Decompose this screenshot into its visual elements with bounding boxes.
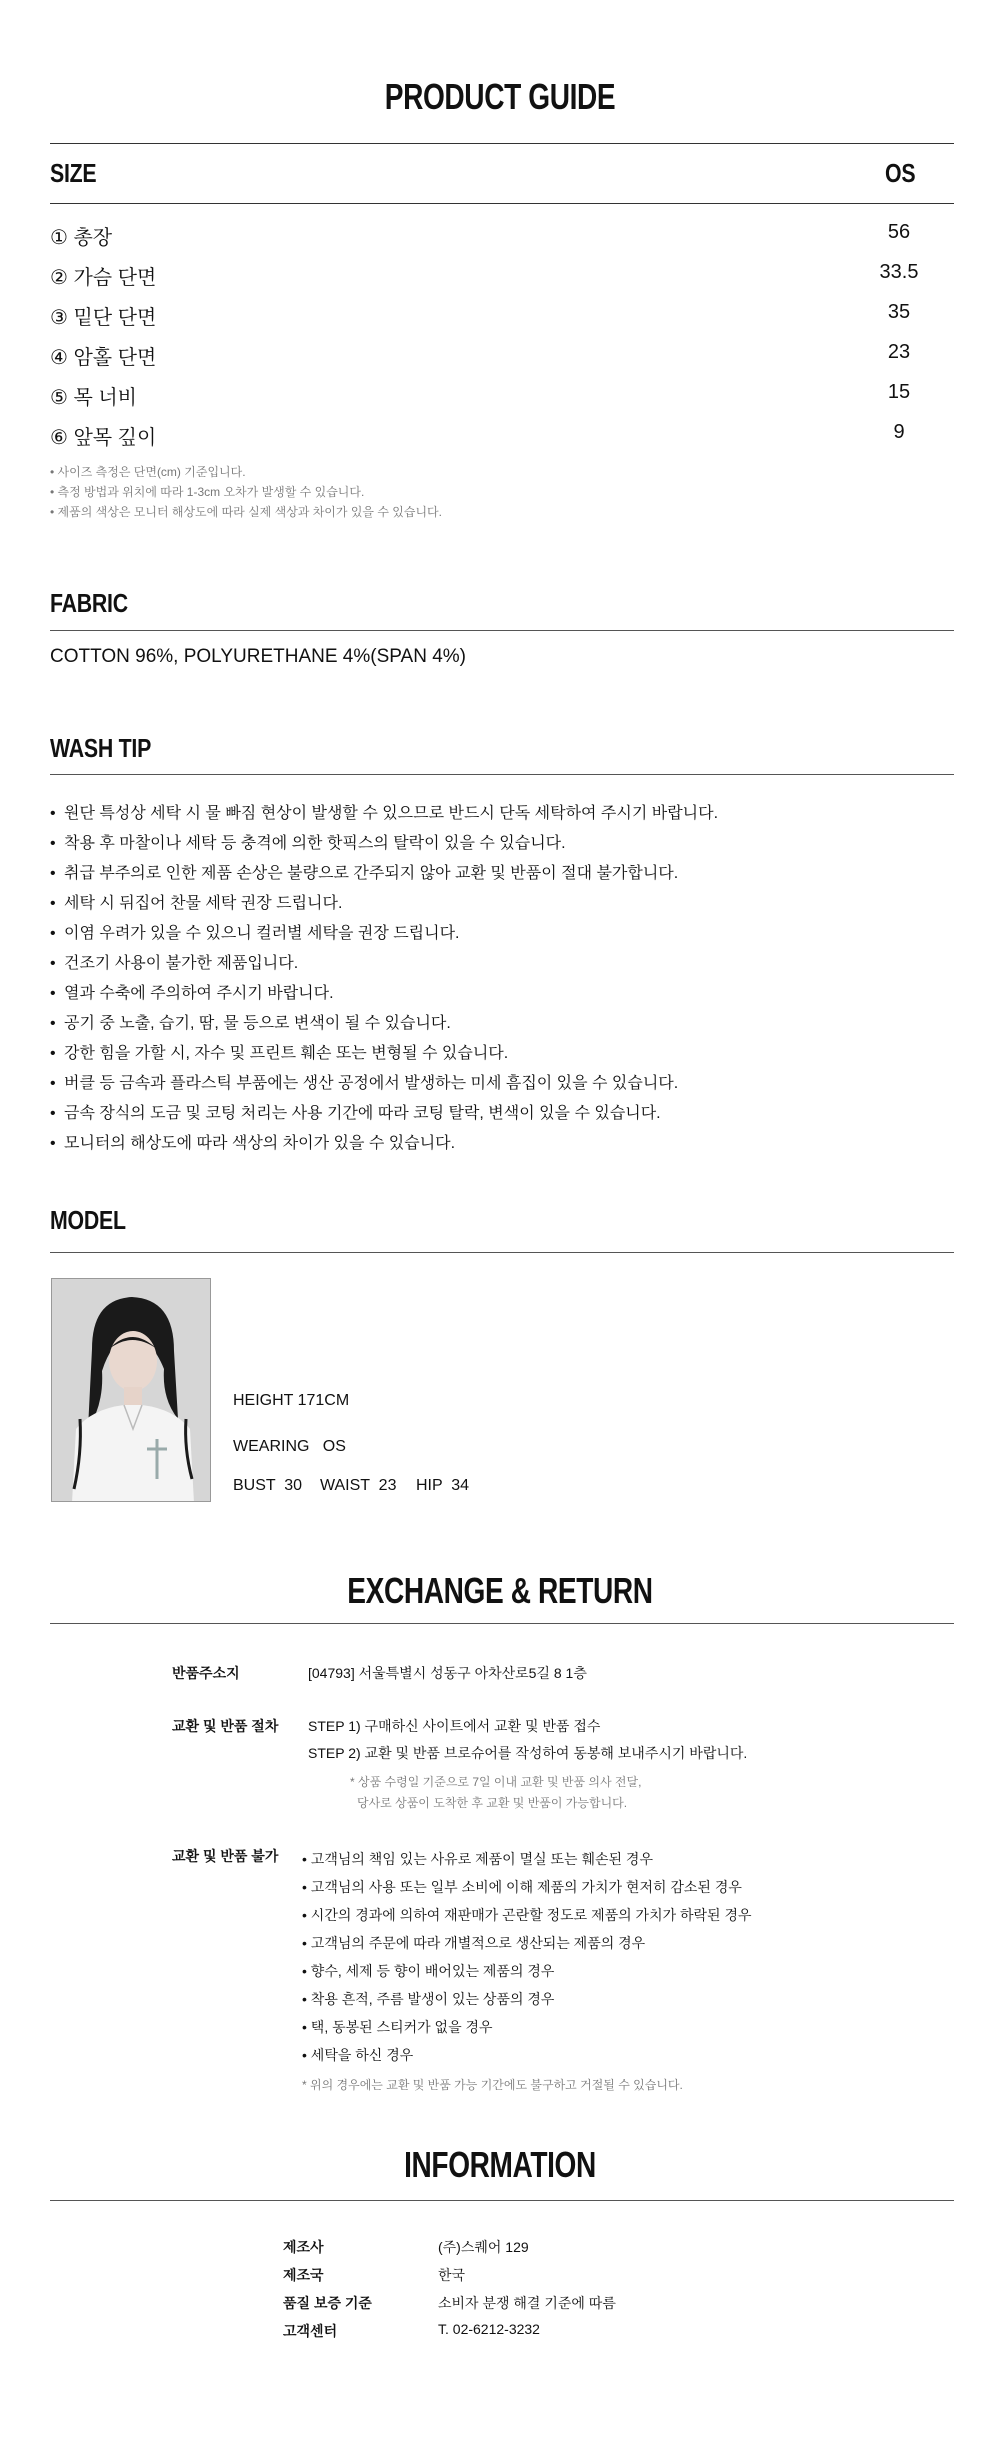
divider <box>50 143 954 144</box>
list-item: • 세탁 시 뒤집어 찬물 세탁 권장 드립니다. <box>50 895 343 912</box>
list-item: • 공기 중 노출, 습기, 땀, 물 등으로 변색이 될 수 있습니다. <box>50 1015 451 1032</box>
info-value: 소비자 분쟁 해결 기준에 따름 <box>438 2295 616 2311</box>
divider <box>50 1623 954 1624</box>
list-item: • 취급 부주의로 인한 제품 손상은 불량으로 간주되지 않아 교환 및 반품이 절대 불가합니다. <box>50 865 679 882</box>
size-row-label: ⑤ 목 너비 <box>50 387 138 409</box>
return-address: [04793] 서울특별시 성동구 아차산로5길 8 1층 <box>308 1665 587 1681</box>
size-row-value: 56 <box>887 221 911 243</box>
size-row-label: ⑥ 앞목 깊이 <box>50 427 157 449</box>
size-row-label: ② 가슴 단면 <box>50 267 157 289</box>
list-item: • 택, 동봉된 스티커가 없을 경우 <box>302 2019 493 2035</box>
list-item: • 시간의 경과에 의하여 재판매가 곤란할 정도로 제품의 가치가 하락된 경우 <box>302 1907 752 1923</box>
fabric-title: FABRIC <box>50 588 128 618</box>
product-guide-title: PRODUCT GUIDE <box>384 76 616 117</box>
unable-note: * 위의 경우에는 교환 및 반품 가능 기간에도 불구하고 거절될 수 있습니다. <box>302 2078 683 2092</box>
model-wearing: WEARING OS <box>233 1438 346 1455</box>
process-note: * 상품 수령일 기준으로 7일 이내 교환 및 반품 의사 전달, <box>350 1775 642 1789</box>
size-note: • 측정 방법과 위치에 따라 1-3cm 오차가 발생할 수 있습니다. <box>50 485 365 499</box>
info-label: 제조사 <box>283 2239 324 2255</box>
process-step-2: STEP 2) 교환 및 반품 브로슈어를 작성하여 동봉해 보내주시기 바랍니다. <box>308 1745 748 1761</box>
list-item: • 강한 힘을 가할 시, 자수 및 프린트 훼손 또는 변형될 수 있습니다. <box>50 1045 509 1062</box>
model-photo <box>51 1278 211 1502</box>
list-item: • 열과 수축에 주의하여 주시기 바랍니다. <box>50 985 334 1002</box>
list-item: • 이염 우려가 있을 수 있으니 컬러별 세탁을 권장 드립니다. <box>50 925 460 942</box>
wash-tip-title: WASH TIP <box>50 733 152 763</box>
info-label: 제조국 <box>283 2267 324 2283</box>
list-item: • 고객님의 책임 있는 사유로 제품이 멸실 또는 훼손된 경우 <box>302 1851 653 1867</box>
divider <box>50 630 954 631</box>
list-item: • 건조기 사용이 불가한 제품입니다. <box>50 955 299 972</box>
size-header: SIZE <box>50 158 97 188</box>
exchange-return-title: EXCHANGE & RETURN <box>347 1570 653 1611</box>
model-title: MODEL <box>50 1205 126 1235</box>
list-item: • 착용 후 마찰이나 세탁 등 충격에 의한 핫픽스의 탈락이 있을 수 있습니다. <box>50 835 566 852</box>
info-value: T. 02-6212-3232 <box>438 2321 540 2337</box>
model-hip: HIP 34 <box>416 1477 470 1494</box>
list-item: • 원단 특성상 세탁 시 물 빠짐 현상이 발생할 수 있으므로 반드시 단독 세탁하여 주시기 바랍니다. <box>50 805 719 822</box>
size-row-value: 23 <box>887 341 911 363</box>
model-illustration <box>52 1279 211 1502</box>
size-note: • 제품의 색상은 모니터 해상도에 따라 실제 색상과 차이가 있을 수 있습니다. <box>50 505 442 519</box>
size-row-value: 35 <box>887 301 911 323</box>
size-row-label: ③ 밑단 단면 <box>50 307 157 329</box>
model-height: HEIGHT 171CM <box>233 1392 350 1409</box>
list-item: • 버클 등 금속과 플라스틱 부품에는 생산 공정에서 발생하는 미세 흠집이 있을 수 있습니다. <box>50 1075 679 1092</box>
divider <box>50 203 954 204</box>
size-row-label: ④ 암홀 단면 <box>50 347 157 369</box>
size-row-value: 33.5 <box>879 261 919 283</box>
size-column-header: OS <box>885 158 916 188</box>
unable-label: 교환 및 반품 불가 <box>172 1848 279 1864</box>
info-value: (주)스퀘어 129 <box>438 2239 529 2255</box>
list-item: • 고객님의 사용 또는 일부 소비에 이해 제품의 가치가 현저히 감소된 경우 <box>302 1879 742 1895</box>
list-item: • 향수, 세제 등 향이 배어있는 제품의 경우 <box>302 1963 555 1979</box>
fabric-composition: COTTON 96%, POLYURETHANE 4%(SPAN 4%) <box>50 646 466 667</box>
divider <box>50 1252 954 1253</box>
size-row-value: 15 <box>887 381 911 403</box>
list-item: • 모니터의 해상도에 따라 색상의 차이가 있을 수 있습니다. <box>50 1135 456 1152</box>
process-step-1: STEP 1) 구매하신 사이트에서 교환 및 반품 접수 <box>308 1718 601 1734</box>
list-item: • 고객님의 주문에 따라 개별적으로 생산되는 제품의 경우 <box>302 1935 646 1951</box>
info-value: 한국 <box>438 2267 466 2283</box>
info-label: 고객센터 <box>283 2323 338 2339</box>
model-bust: BUST 30 <box>233 1477 303 1494</box>
info-label: 품질 보증 기준 <box>283 2295 372 2311</box>
size-row-label: ① 총장 <box>50 227 113 249</box>
list-item: • 세탁을 하신 경우 <box>302 2047 414 2063</box>
size-row-value: 9 <box>893 421 905 443</box>
list-item: • 금속 장식의 도금 및 코팅 처리는 사용 기간에 따라 코팅 탈락, 변색이 있을 수 있습니다. <box>50 1105 661 1122</box>
divider <box>50 774 954 775</box>
divider <box>50 2200 954 2201</box>
list-item: • 착용 흔적, 주름 발생이 있는 상품의 경우 <box>302 1991 555 2007</box>
return-address-label: 반품주소지 <box>172 1665 240 1681</box>
process-label: 교환 및 반품 절차 <box>172 1718 279 1734</box>
information-title: INFORMATION <box>404 2144 596 2185</box>
model-waist: WAIST 23 <box>320 1477 397 1494</box>
process-note: 당사로 상품이 도착한 후 교환 및 반품이 가능합니다. <box>357 1796 628 1810</box>
size-note: • 사이즈 측정은 단면(cm) 기준입니다. <box>50 465 246 479</box>
